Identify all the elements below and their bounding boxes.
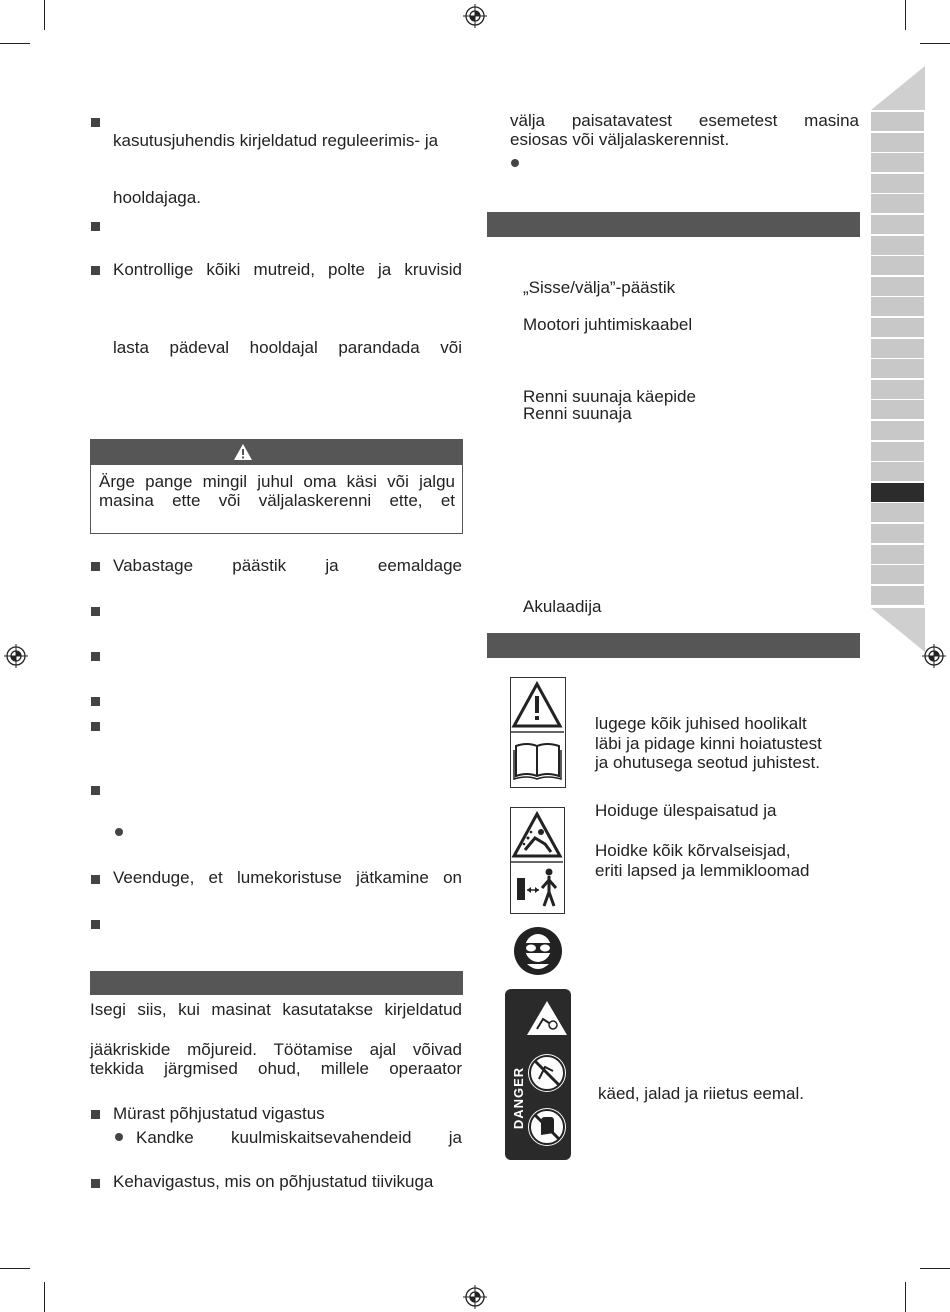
language-tab xyxy=(871,380,924,399)
symbol-text: lugege kõik juhised hoolikalt xyxy=(595,714,807,733)
part-label: Mootori juhtimiskaabel xyxy=(523,315,693,334)
language-tab xyxy=(871,524,924,543)
registration-mark-icon xyxy=(463,1285,487,1309)
language-tab xyxy=(871,297,924,316)
language-tab xyxy=(871,133,924,152)
language-tab xyxy=(871,339,924,358)
language-tab xyxy=(871,174,924,193)
part-label: Akulaadija xyxy=(523,597,602,616)
warning-triangle-icon xyxy=(233,443,253,461)
language-tab xyxy=(871,421,924,440)
language-tab xyxy=(871,503,924,522)
crop-mark xyxy=(920,43,950,44)
language-tab xyxy=(871,442,924,461)
bullet-square xyxy=(91,722,100,731)
danger-label: DANGER xyxy=(511,1066,526,1130)
language-tab xyxy=(871,565,924,584)
section-header-bar xyxy=(487,633,860,658)
bullet-square xyxy=(91,920,100,929)
section-paragraph: tekkida järgmised ohud, millele operaator xyxy=(90,1059,462,1078)
part-label: Renni suunaja xyxy=(523,404,632,423)
bullet-square xyxy=(91,1179,100,1188)
crop-mark xyxy=(0,43,30,44)
body-text: Vabastage päästik ja eemaldage xyxy=(113,556,462,575)
language-tab xyxy=(871,400,924,419)
bullet-square xyxy=(91,266,100,275)
crop-mark xyxy=(905,0,906,30)
crop-mark xyxy=(905,1282,906,1312)
language-tab xyxy=(871,545,924,564)
bullet-square xyxy=(91,118,100,127)
language-tab xyxy=(871,256,924,275)
registration-mark-icon xyxy=(463,4,487,28)
body-text: lasta pädeval hooldajal parandada või xyxy=(113,338,462,357)
body-text: kasutusjuhendis kirjeldatud reguleerimis- ja xyxy=(113,131,439,150)
symbol-text: Hoiduge ülespaisatud ja xyxy=(595,801,777,820)
section-header-bar xyxy=(90,971,463,995)
part-label: „Sisse/välja”-päästik xyxy=(523,278,676,297)
warning-header xyxy=(91,440,462,465)
language-tab xyxy=(871,277,924,296)
bullet-square xyxy=(91,1110,100,1119)
part-label: Renni suunaja käepide xyxy=(523,387,696,406)
language-tab xyxy=(871,215,924,234)
eye-protection-icon xyxy=(513,926,563,976)
bullet-square xyxy=(91,607,100,616)
crop-mark xyxy=(0,1268,30,1269)
thrown-objects-bystanders-icon xyxy=(510,807,565,914)
warning-box xyxy=(90,439,463,534)
section-paragraph: Isegi siis, kui masinat kasutatakse kirjeldatud xyxy=(90,1000,462,1019)
body-text: esiosas või väljalaskerennist. xyxy=(510,130,730,149)
bullet-square xyxy=(91,562,100,571)
bullet-dot xyxy=(115,1133,123,1141)
risk-item: Kehavigastus, mis on põhjustatud tiivikuga xyxy=(113,1172,434,1191)
bullet-square xyxy=(91,222,100,231)
risk-item: Mürast põhjustatud vigastus xyxy=(113,1104,325,1123)
risk-subitem: Kandke kuulmiskaitsevahendeid ja xyxy=(136,1128,462,1147)
language-tab xyxy=(871,236,924,255)
body-text: välja paisatavatest esemetest masina xyxy=(510,111,859,130)
symbol-text: läbi ja pidage kinni hoiatustest xyxy=(595,734,822,753)
danger-rotating-parts-icon xyxy=(505,989,571,1160)
language-tab xyxy=(871,318,924,337)
symbol-text: Hoidke kõik kõrvalseisjad, xyxy=(595,841,791,860)
language-tab xyxy=(871,586,924,605)
bullet-square xyxy=(91,652,100,661)
bullet-dot xyxy=(115,828,123,836)
section-header-bar xyxy=(487,212,860,237)
bullet-dot xyxy=(511,159,519,167)
language-tab xyxy=(871,112,924,131)
language-tab xyxy=(871,194,924,213)
symbol-text: eriti lapsed ja lemmikloomad xyxy=(595,861,810,880)
registration-mark-icon xyxy=(4,644,28,668)
crop-mark xyxy=(44,0,45,30)
warning-text: masina ette või väljalaskerenni ette, et xyxy=(99,491,455,510)
bullet-square xyxy=(91,697,100,706)
crop-mark xyxy=(920,1268,950,1269)
crop-mark xyxy=(44,1282,45,1312)
bullet-square xyxy=(91,875,100,884)
body-text: Kontrollige kõiki mutreid, polte ja kruvisid xyxy=(113,260,462,279)
language-tab xyxy=(871,483,924,502)
section-paragraph: jääkriskide mõjureid. Töötamise ajal võivad xyxy=(90,1040,462,1059)
language-tab xyxy=(871,153,924,172)
language-tab xyxy=(871,359,924,378)
symbol-text: ja ohutusega seotud juhistest. xyxy=(595,753,820,772)
language-tab xyxy=(871,462,924,481)
symbol-text: käed, jalad ja riietus eemal. xyxy=(598,1084,805,1103)
warning-text: Ärge pange mingil juhul oma käsi või jalgu xyxy=(99,472,455,491)
body-text: Veenduge, et lumekoristuse jätkamine on xyxy=(113,868,462,887)
bullet-square xyxy=(91,786,100,795)
warning-read-manual-icon xyxy=(510,677,566,788)
registration-mark-icon xyxy=(922,644,946,668)
body-text: hooldajaga. xyxy=(113,188,201,207)
